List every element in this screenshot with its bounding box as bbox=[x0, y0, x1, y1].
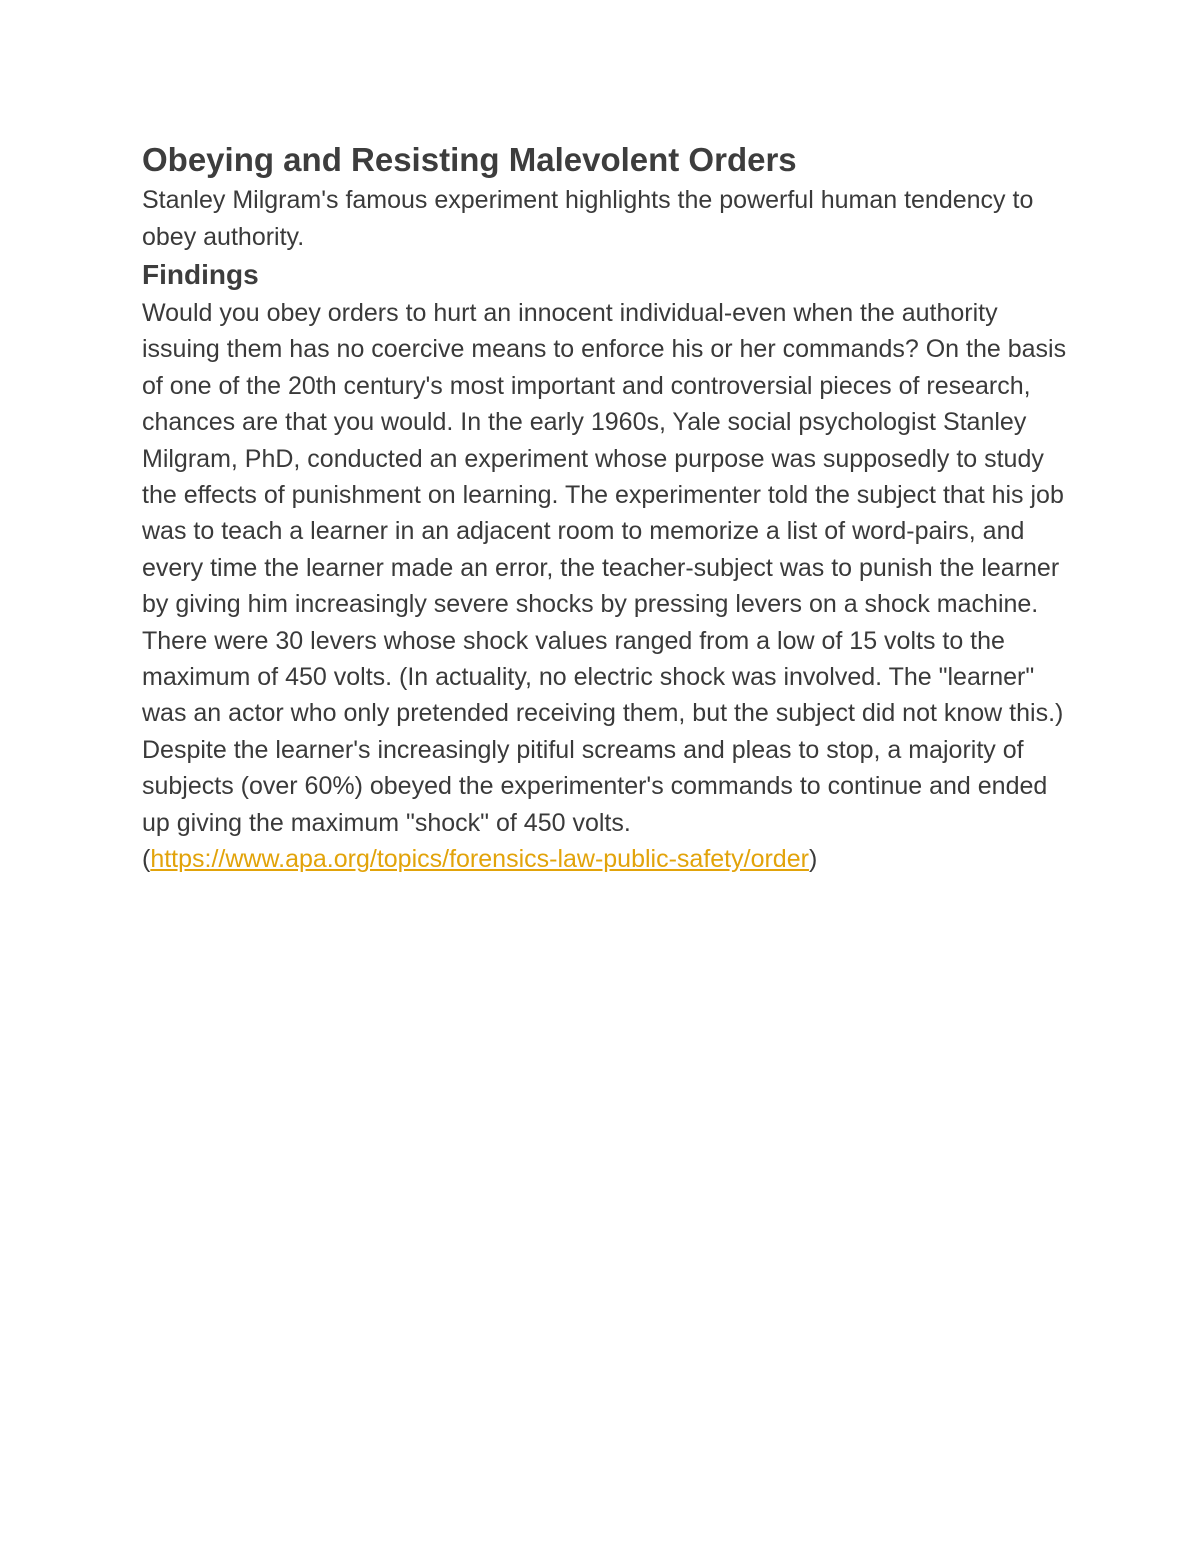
citation-open-paren: ( bbox=[142, 845, 151, 874]
citation-link[interactable]: https://www.apa.org/topics/forensics-law-public-safety/order bbox=[150, 845, 809, 874]
citation-close-paren: ) bbox=[808, 845, 818, 874]
section-heading-findings: Findings bbox=[142, 259, 259, 290]
document-content bbox=[142, 138, 1072, 878]
citation bbox=[142, 841, 1072, 877]
document-subtitle: Stanley Milgram's famous experiment highlights the powerful human tendency to obey authority. bbox=[142, 186, 1034, 251]
document-title: Obeying and Resisting Malevolent Orders bbox=[142, 141, 797, 178]
findings-paragraph: Would you obey orders to hurt an innocent individual-even when the authority issuing them has no coercive means to enforce his or her commands? On the basis of one of the 20th century's most important and controversial pieces of research, chances are that you would. In the early 1960s, Yale social psychologist Stanley Milgram, PhD, conducted an experiment whose purpose was supposedly to study the effects of punishment on learning. The experimenter told the subject that his job was to teach a learner in an adjacent room to memorize a list of word-pairs, and every time the learner made an error, the teacher-subject was to punish the learner by giving him increasingly severe shocks by pressing levers on a shock machine. There were 30 levers whose shock values ranged from a low of 15 volts to the maximum of 450 volts. (In actuality, no electric shock was involved. The "learner" was an actor who only pretended receiving them, but the subject did not know this.) Despite the learner's increasingly pitiful screams and pleas to stop, a majority of subjects (over 60%) obeyed the experimenter's commands to continue and ended up giving the maximum "shock" of 450 volts. bbox=[142, 299, 1067, 837]
